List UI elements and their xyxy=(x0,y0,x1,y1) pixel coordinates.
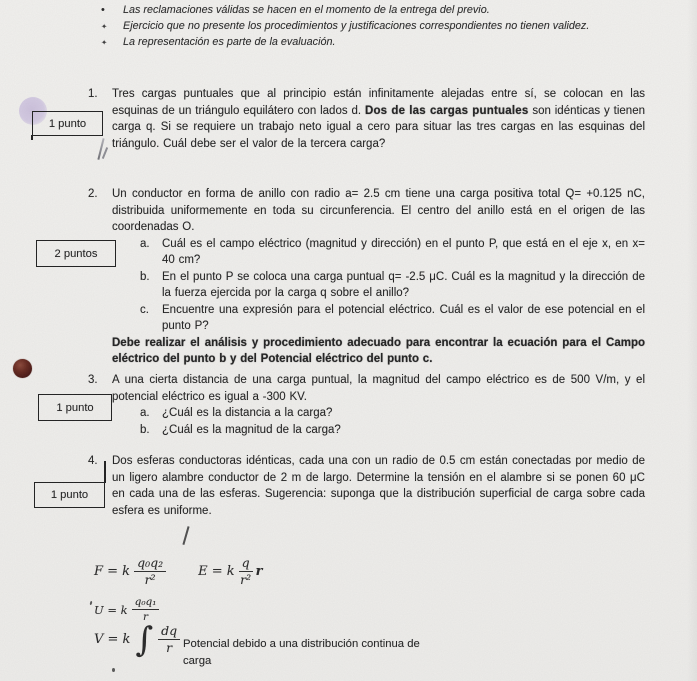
problem-number: 1. xyxy=(88,88,98,100)
unit-vector-r: r xyxy=(255,564,263,580)
subitem-text: ¿Cuál es la magnitud de la carga? xyxy=(162,423,341,436)
fraction xyxy=(132,596,160,623)
subitem-b xyxy=(140,422,645,439)
problem-text-bold-segment: Dos de las cargas puntuales xyxy=(364,104,529,117)
bullet-icon: ✦ xyxy=(101,38,108,48)
problem-number: 2. xyxy=(88,188,98,200)
points-label: 1 punto xyxy=(50,489,89,501)
problem-text: A una cierta distancia de una carga puntual, la magnitud del campo eléctrico es de 500 V/m, y el potencial eléctrico es igual a -300 KV. xyxy=(112,374,645,403)
fraction xyxy=(134,556,166,588)
subitem-label: a. xyxy=(140,407,150,419)
problem-text: Un conductor en forma de anillo con radio a= 2.5 cm tiene una carga positiva total Q= +0.125 nC, distribuida uniformemente en toda su circunferencia. El centro del anillo está en el origen de las coordenadas O. xyxy=(112,188,645,233)
formula-electric-field xyxy=(198,556,262,588)
subitem-text: En el punto P se coloca una carga puntual q= -2.5 μC. Cuál es la magnitud y la dirección de la fuerza ejercida por la carga q sobre el anillo? xyxy=(162,270,645,299)
notice-list xyxy=(98,3,645,52)
formula-potential-energy xyxy=(94,596,161,623)
fraction-denominator: r² xyxy=(144,572,156,588)
integral-icon: ∫ xyxy=(135,620,154,661)
ink-speck-icon xyxy=(90,601,93,605)
fraction xyxy=(239,556,253,588)
notice-item xyxy=(98,35,645,51)
scan-edge-shade xyxy=(687,0,697,681)
subitem-text: Encuentre una expresión para el potencial eléctrico. Cuál es el valor de ese potencial en el punto P? xyxy=(162,303,645,332)
formula-lhs: F = k xyxy=(94,564,131,580)
points-badge-problem-1 xyxy=(32,111,103,136)
notice-text: Las reclamaciones válidas se hacen en el momento de la entrega del previo. xyxy=(123,4,490,16)
subitem-b xyxy=(140,269,645,302)
fraction-numerator: dq xyxy=(158,624,180,640)
bullet-icon: ✦ xyxy=(101,21,108,31)
notice-item xyxy=(98,19,645,35)
problem-text xyxy=(112,86,645,152)
fraction-denominator: r xyxy=(143,611,149,624)
points-badge-problem-3 xyxy=(38,394,112,421)
fraction-numerator: q xyxy=(239,556,253,572)
ink-blob-maroon-icon xyxy=(13,359,32,378)
subitem-label: c. xyxy=(140,303,149,316)
formula-lhs: U = k xyxy=(94,602,128,617)
fraction xyxy=(158,624,180,656)
subitem-a xyxy=(140,405,645,422)
subitem-a xyxy=(140,236,645,269)
points-label: 2 puntos xyxy=(54,247,98,260)
formula-lhs: E = k xyxy=(198,564,235,580)
subitem-label: a. xyxy=(140,237,150,250)
pen-mark-icon xyxy=(96,138,108,162)
fraction-numerator: q₀q₁ xyxy=(132,596,160,610)
fraction-denominator: r xyxy=(166,640,173,656)
problem-text-segment: son idénticas y tienen carga q. Si se requiere un trabajo neto igual a cero para situar las tres cargas en las esquinas del triángulo. Cuál debe ser el valor de la tercera carga? xyxy=(112,104,645,150)
notice-item xyxy=(98,3,645,18)
subitem-text: Cuál es el campo eléctrico (magnitud y dirección) en el punto P, que está en el eje x, en x= 40 cm? xyxy=(162,237,645,266)
notice-text: La representación es parte de la evaluación. xyxy=(123,36,336,49)
fraction-denominator: r² xyxy=(240,572,252,588)
subitem-c xyxy=(140,302,645,335)
formula-lhs: V = k xyxy=(94,632,131,648)
formula-potential-integral xyxy=(94,620,182,661)
problem-text: Dos esferas conductoras idénticas, cada una con un radio de 0.5 cm están conectadas por medio de un ligero alambre conductor de 2 m de largo. Determine la tensión en el alambre si se ponen 60 μC en cada una de las esferas. Sugerencia: suponga que la distribución superficial de carga sobre cada esfera es uniforme. xyxy=(112,455,645,517)
subitem-text: ¿Cuál es la distancia a la carga? xyxy=(162,407,333,419)
problem-2 xyxy=(88,186,645,368)
formula-coulomb-force-and-field xyxy=(94,556,263,588)
points-label: 1 punto xyxy=(48,117,87,130)
problem-number: 4. xyxy=(88,455,98,467)
problem-bold-note: Debe realizar el análisis y procedimiento adecuado para encontrar la ecuación para el Campo eléctrico del punto b y del Potencial eléctrico del punto c. xyxy=(112,336,645,365)
problem-1 xyxy=(88,86,645,152)
subitem-label: b. xyxy=(140,270,150,283)
problem-text-segment: Tres cargas puntuales que al principio están infinitamente alejadas entre sí, se colocan en las esquinas de un triángulo equilátero con lados d. xyxy=(112,88,645,117)
problem-number: 3. xyxy=(88,374,98,386)
formula-caption: Potencial debido a una distribución continua de carga xyxy=(183,638,420,667)
problem-3 xyxy=(88,372,645,438)
pen-mark-icon xyxy=(183,526,191,546)
points-label: 1 punto xyxy=(56,401,94,414)
bullet-icon: • xyxy=(101,4,105,16)
points-badge-problem-4 xyxy=(34,482,105,508)
problem-4 xyxy=(88,453,645,519)
notice-text: Ejercicio que no presente los procedimientos y justificaciones correspondientes no tienen validez. xyxy=(123,19,590,32)
subitem-label: b. xyxy=(140,423,150,436)
points-badge-problem-2 xyxy=(36,240,116,267)
ink-speck-icon xyxy=(112,668,115,672)
fraction-numerator: q₀q₂ xyxy=(134,556,166,572)
